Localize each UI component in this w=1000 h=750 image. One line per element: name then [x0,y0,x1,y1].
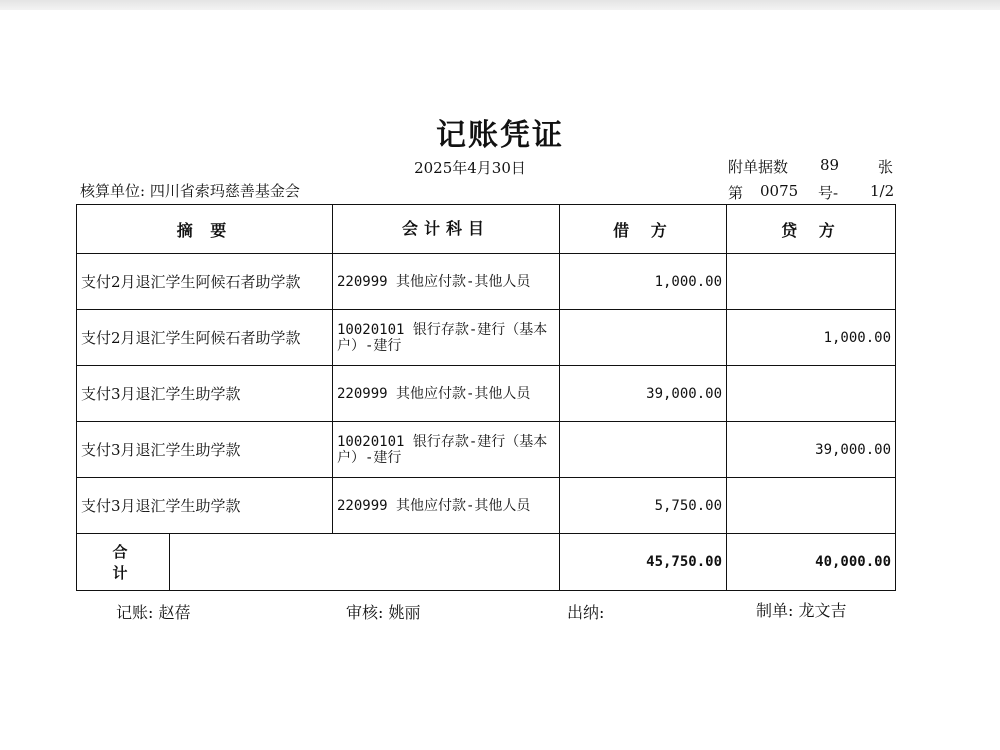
row-credit: 1,000.00 [727,310,896,366]
row-account: 10020101 银行存款-建行（基本户）-建行 [333,310,560,366]
row-account: 10020101 银行存款-建行（基本户）-建行 [333,422,560,478]
table-row [77,422,896,478]
row-credit: 39,000.00 [727,422,896,478]
accounting-unit [80,180,300,201]
table-row [77,310,896,366]
voucher-date: 2025年4月30日 [414,159,526,177]
row-credit [727,366,896,422]
total-blank [170,534,560,591]
row-debit: 5,750.00 [560,478,727,534]
attachment-number: 89 [820,156,840,174]
header-credit: 贷 方 [727,205,896,254]
total-credit: 40,000.00 [727,534,896,591]
row-account: 220999 其他应付款-其他人员 [333,366,560,422]
document-title: 记账凭证 [436,118,564,153]
voucher-number-value: 0075 [760,182,799,200]
voucher-suffix: 号- [818,184,839,202]
table-header-row [77,205,896,254]
row-debit [560,310,727,366]
table-row [77,254,896,310]
reviewer: 审核: 姚丽 [346,603,421,622]
header-debit: 借 方 [560,205,727,254]
header-account: 会计科目 [333,205,560,254]
voucher-table [76,204,896,591]
preparer: 制单: 龙文吉 [756,601,847,620]
row-debit: 39,000.00 [560,366,727,422]
accounting-unit-label: 核算单位: [80,182,146,200]
attachment-label: 附单据数 [728,158,789,176]
row-summary: 支付2月退汇学生阿候石者助学款 [77,310,333,366]
bookkeeper: 记账: 赵蓓 [116,603,191,622]
row-debit: 1,000.00 [560,254,727,310]
row-summary: 支付3月退汇学生助学款 [77,366,333,422]
table-row [77,478,896,534]
total-label: 合 计 [77,534,170,591]
row-debit [560,422,727,478]
accounting-unit-value: 四川省索玛慈善基金会 [149,182,300,200]
row-account: 220999 其他应付款-其他人员 [333,254,560,310]
total-row [77,534,896,591]
row-account: 220999 其他应付款-其他人员 [333,478,560,534]
voucher-page: 1/2 [870,182,895,200]
attachment-unit: 张 [878,158,894,176]
row-summary: 支付3月退汇学生助学款 [77,478,333,534]
total-debit: 45,750.00 [560,534,727,591]
row-credit [727,478,896,534]
table-row [77,366,896,422]
row-summary: 支付2月退汇学生阿候石者助学款 [77,254,333,310]
voucher-prefix: 第 [728,184,744,202]
row-summary: 支付3月退汇学生助学款 [77,422,333,478]
row-credit [727,254,896,310]
scan-edge [0,0,1000,10]
cashier: 出纳: [567,603,605,622]
header-summary: 摘 要 [77,205,333,254]
